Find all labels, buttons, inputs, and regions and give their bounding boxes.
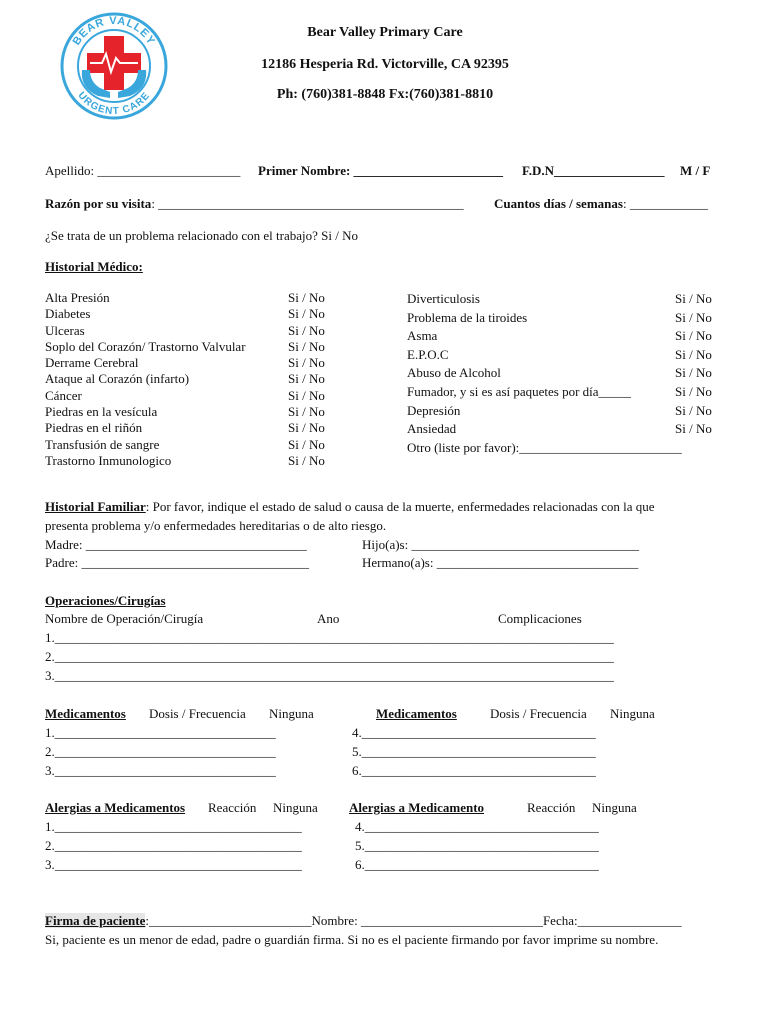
si-no-answer[interactable]: Si / No xyxy=(675,421,712,437)
medications-none-right[interactable]: Ninguna xyxy=(610,706,655,721)
si-no-answer[interactable]: Si / No xyxy=(288,452,325,468)
condition-label: Depresión xyxy=(407,402,461,418)
condition-label: Fumador, y si es así paquetes por día_____ xyxy=(407,383,632,399)
condition-label: Problema de la tiroides xyxy=(407,309,528,325)
family-history-text: : Por favor, indique el estado de salud o causa de la muerte, enfermedades relacionadas con la que xyxy=(145,499,655,514)
si-no-answer[interactable]: Si / No xyxy=(675,383,712,399)
medications-title-left: Medicamentos xyxy=(45,706,126,721)
si-no-answer[interactable]: Si / No xyxy=(675,365,712,381)
condition-row xyxy=(45,355,345,371)
surgery-name-header: Nombre de Operación/Cirugía xyxy=(45,611,204,626)
surgery-year-header: Ano xyxy=(317,611,340,626)
si-no-answer[interactable]: Si / No xyxy=(675,328,712,344)
condition-label: Cáncer xyxy=(45,387,82,403)
condition-label: Derrame Cerebral xyxy=(45,355,139,371)
condition-row xyxy=(45,339,345,355)
reason-label: Razón por su visita xyxy=(45,196,152,211)
si-no-answer[interactable]: Si / No xyxy=(675,346,712,362)
allergy-line-6[interactable]: 6.____________________________________ xyxy=(355,857,599,872)
family-history-intro xyxy=(45,499,655,515)
condition-label: Transfusión de sangre xyxy=(45,436,160,452)
si-no-answer[interactable]: Si / No xyxy=(288,306,325,322)
medication-line-1[interactable]: 1.__________________________________ xyxy=(45,725,276,740)
logo-bottom-text: URGENT CARE xyxy=(75,90,153,118)
medications-dose-left: Dosis / Frecuencia xyxy=(149,706,246,721)
clinic-address: 12186 Hesperia Rd. Victorville, CA 92395 xyxy=(261,57,509,72)
si-no-answer[interactable]: Si / No xyxy=(675,402,712,418)
hijo-field[interactable]: Hijo(a)s: ___________________________________ xyxy=(362,537,639,552)
condition-label: Diverticulosis xyxy=(407,291,480,306)
si-no-answer[interactable]: Si / No xyxy=(288,355,325,371)
condition-label: E.P.O.C xyxy=(407,346,449,362)
medication-line-6[interactable]: 6.____________________________________ xyxy=(352,763,596,778)
allergies-none-left[interactable]: Ninguna xyxy=(273,800,318,815)
si-no-answer[interactable]: Si / No xyxy=(288,322,325,338)
allergies-title-right: Alergias a Medicamento xyxy=(349,800,485,815)
si-no-answer[interactable]: Si / No xyxy=(288,420,325,436)
condition-label: Otro (liste por favor):_________________________ xyxy=(407,439,682,455)
family-history-title: Historial Familiar xyxy=(45,499,146,514)
medical-history-right xyxy=(407,290,727,457)
signature-label: Firma de paciente xyxy=(45,913,146,928)
fdn-field[interactable]: F.D.N_________________ xyxy=(522,163,665,178)
si-no-answer[interactable]: Si / No xyxy=(675,309,712,325)
condition-label: Abuso de Alcohol xyxy=(407,365,501,381)
medication-line-5[interactable]: 5.____________________________________ xyxy=(352,744,596,759)
condition-row xyxy=(45,290,345,306)
condition-row xyxy=(407,383,727,402)
medical-history-title: Historial Médico: xyxy=(45,259,143,274)
si-no-answer[interactable]: Si / No xyxy=(288,387,325,403)
surgery-complications-header: Complicaciones xyxy=(498,611,582,626)
condition-label: Ataque al Corazón (infarto) xyxy=(45,371,190,387)
condition-row xyxy=(45,388,345,404)
si-no-answer[interactable]: Si / No xyxy=(288,371,325,387)
medication-line-4[interactable]: 4.____________________________________ xyxy=(352,725,596,740)
primer-nombre-field[interactable]: Primer Nombre: _______________________ xyxy=(258,163,504,178)
allergies-title-left: Alergias a Medicamentos xyxy=(45,800,186,815)
si-no-answer[interactable]: Si / No xyxy=(288,338,325,354)
allergy-line-1[interactable]: 1.______________________________________ xyxy=(45,819,302,834)
sex-field[interactable]: M / F xyxy=(680,163,711,178)
si-no-answer[interactable]: Si / No xyxy=(288,436,325,452)
si-no-answer[interactable]: Si / No xyxy=(288,290,325,305)
condition-row xyxy=(407,402,727,421)
days-label: Cuantos días / semanas xyxy=(494,196,623,211)
medical-history-left xyxy=(45,290,345,469)
condition-label: Asma xyxy=(407,328,438,344)
signature-field[interactable] xyxy=(45,913,682,929)
condition-row xyxy=(45,453,345,469)
madre-field[interactable]: Madre: __________________________________ xyxy=(45,537,307,552)
signature-line: :_________________________Nombre: ____________________________Fecha:________________ xyxy=(145,913,682,928)
logo-top-text: BEAR VALLEY xyxy=(70,14,158,48)
condition-row xyxy=(407,364,727,383)
reason-field[interactable] xyxy=(45,196,464,212)
condition-label: Alta Presión xyxy=(45,290,110,305)
condition-row xyxy=(407,290,727,309)
allergy-line-5[interactable]: 5.____________________________________ xyxy=(355,838,599,853)
allergies-reaction-right: Reacción xyxy=(527,800,576,815)
condition-label: Trastorno Inmunologico xyxy=(45,452,172,468)
clinic-phone: Ph: (760)381-8848 Fx:(760)381-8810 xyxy=(276,87,494,102)
allergy-line-4[interactable]: 4.____________________________________ xyxy=(355,819,599,834)
condition-label: Piedras en el riñón xyxy=(45,420,143,436)
condition-row xyxy=(45,437,345,453)
signature-note: Si, paciente es un menor de edad, padre o guardián firma. Si no es el paciente firmando por favor imprime su nombre. xyxy=(45,932,659,947)
condition-label: Piedras en la vesícula xyxy=(45,404,158,420)
days-line: : ____________ xyxy=(622,196,708,211)
padre-field[interactable]: Padre: ___________________________________ xyxy=(45,555,309,570)
condition-row xyxy=(45,306,345,322)
condition-row xyxy=(407,420,727,439)
si-no-answer[interactable]: Si / No xyxy=(675,291,712,306)
condition-row xyxy=(45,404,345,420)
allergies-reaction-left: Reacción xyxy=(208,800,257,815)
surgeries-title: Operaciones/Cirugías xyxy=(45,593,166,608)
condition-row xyxy=(45,323,345,339)
hermano-field[interactable]: Hermano(a)s: _______________________________ xyxy=(362,555,639,570)
condition-label: Ulceras xyxy=(45,322,85,338)
apellido-field[interactable]: Apellido: ______________________ xyxy=(45,163,241,178)
surgery-line-2[interactable]: 2.______________________________________________________________________________________ xyxy=(45,649,614,664)
reason-line: : _______________________________________________ xyxy=(151,196,464,211)
condition-row xyxy=(407,309,727,328)
medications-title-right: Medicamentos xyxy=(376,706,457,721)
condition-label: Soplo del Corazón/ Trastorno Valvular xyxy=(45,338,246,354)
condition-row xyxy=(407,439,727,458)
condition-row xyxy=(407,346,727,365)
surgery-line-3[interactable]: 3.______________________________________________________________________________________ xyxy=(45,668,614,683)
medication-line-3[interactable]: 3.__________________________________ xyxy=(45,763,276,778)
medication-line-2[interactable]: 2.__________________________________ xyxy=(45,744,276,759)
condition-label: Diabetes xyxy=(45,306,91,322)
medications-dose-right: Dosis / Frecuencia xyxy=(490,706,587,721)
medications-none-left[interactable]: Ninguna xyxy=(269,706,314,721)
clinic-name: Bear Valley Primary Care xyxy=(307,25,463,40)
condition-row xyxy=(407,327,727,346)
days-field[interactable] xyxy=(494,196,708,212)
condition-label: Ansiedad xyxy=(407,421,457,437)
allergies-none-right[interactable]: Ninguna xyxy=(592,800,637,815)
allergy-line-2[interactable]: 2.______________________________________ xyxy=(45,838,302,853)
allergy-line-3[interactable]: 3.______________________________________ xyxy=(45,857,302,872)
surgery-line-1[interactable]: 1.______________________________________________________________________________________ xyxy=(45,630,614,645)
work-question[interactable]: ¿Se trata de un problema relacionado con el trabajo? Si / No xyxy=(45,228,358,243)
family-history-text-2: presenta problema y/o enfermedades hereditarias o de alto riesgo. xyxy=(45,518,387,533)
condition-row xyxy=(45,420,345,436)
condition-row xyxy=(45,371,345,387)
si-no-answer[interactable]: Si / No xyxy=(288,404,325,420)
